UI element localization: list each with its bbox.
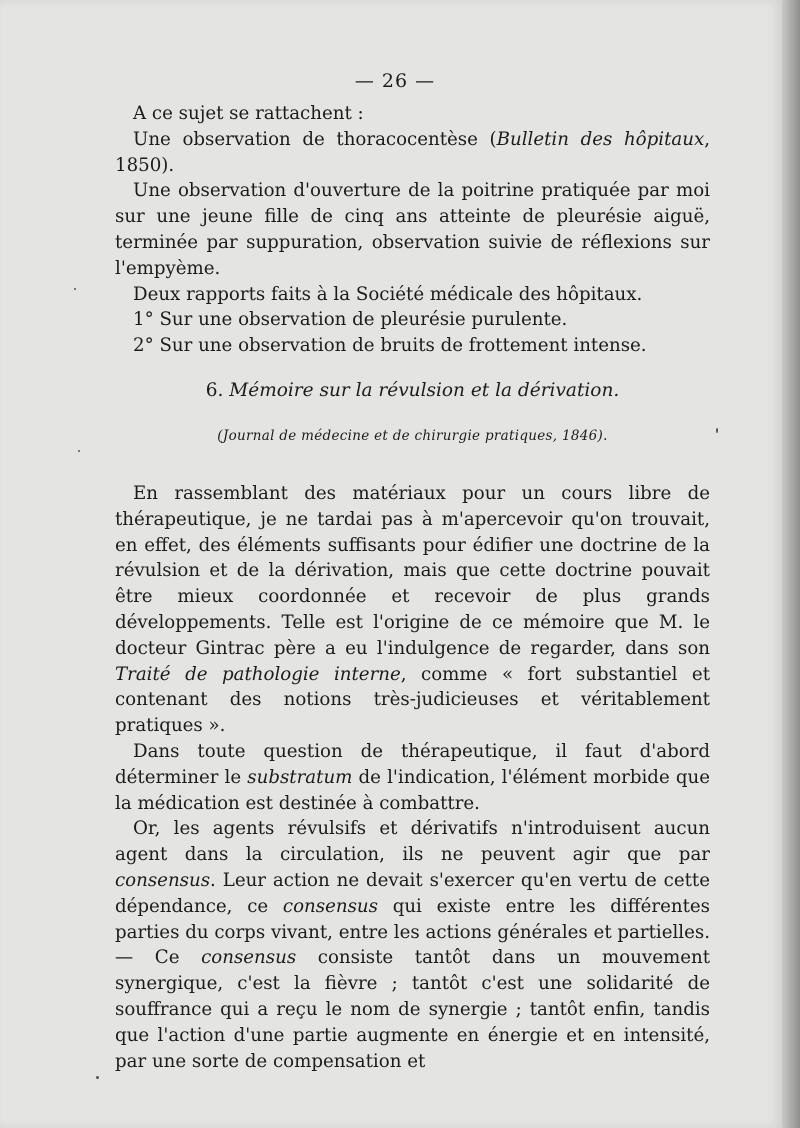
scan-edge	[782, 0, 800, 1128]
intro-item-thoracocentese	[115, 127, 710, 179]
page-number: — 26 —	[354, 70, 436, 92]
section-number: 6.	[205, 380, 224, 401]
body-paragraph-2	[115, 739, 710, 816]
intro-item-rapport-1: 1° Sur une observation de pleurésie purulente.	[133, 309, 568, 331]
body-p3-c: qui existe entre les différentes parties du corps vivant, entre les actions générales et partielles. — Ce	[115, 895, 710, 969]
intro-item-ouverture: Une observation d'ouverture de la poitrine pratiquée par moi sur une jeune fille de cinq ans atteinte de pleurésie aiguë, terminée par suppuration, observation suivie de réflexions sur l'empyème.	[115, 180, 710, 279]
body-p3-b: . Leur action ne devait s'exercer qu'en vertu de cette dépendance, ce	[115, 869, 710, 917]
intro-item-rapports: Deux rapports faits à la Société médicale des hôpitaux.	[133, 283, 643, 305]
body-p3-italic-1: consensus	[115, 869, 211, 891]
body-block	[115, 481, 710, 1074]
body-p3-italic-3: consensus	[201, 947, 297, 969]
section-title: Mémoire sur la révulsion et la dérivation.	[229, 380, 620, 401]
intro-item1-prefix: Une observation de thoracocentèse (	[133, 128, 497, 150]
body-paragraph-3	[115, 816, 710, 1074]
body-p2-b: de l'indication, l'élément morbide que la médication est destinée à combattre.	[115, 766, 710, 814]
section-source: (Journal de médecine et de chirurgie pratiques, 1846).	[217, 428, 608, 444]
body-p3-d: consiste tantôt dans un mouvement synergique, c'est la fièvre ; tantôt c'est une solidarité de souffrance qui a reçu le nom de synergie ; tantôt enfin, tandis que l'action d'une partie augmente en énergie et en intensité, par une sorte de compensation et	[115, 947, 711, 1072]
paper-speck	[96, 1076, 99, 1079]
section-heading	[115, 380, 710, 401]
body-p1-a: En rassemblant des matériaux pour un cours libre de thérapeutique, je ne tardai pas à m'apercevoir qu'on trouvait, en effet, des éléments suffisants pour édifier une doctrine de la révulsion et de la dérivation, mais que cette doctrine pouvait être mieux coordonnée et recevoir de plus grands développements. Telle est l'origine de ce mémoire que M. le docteur Gintrac père a eu l'indulgence de regarder, dans son	[115, 483, 710, 659]
intro-lead: A ce sujet se rattachent :	[133, 103, 364, 124]
body-p1-b: , comme « fort substantiel et contenant des notions très-judicieuses et véritablement pratiques ».	[115, 663, 710, 737]
intro-item1-suffix: , 1850).	[115, 128, 710, 176]
body-p3-a: Or, les agents révulsifs et dérivatifs n'introduisent aucun agent dans la circulation, ils ne peuvent agir que par	[115, 818, 710, 866]
intro-item-rapport-2: 2° Sur une observation de bruits de frottement intense.	[133, 335, 647, 357]
body-p2-italic: substratum	[247, 766, 353, 788]
intro-block	[115, 101, 710, 359]
body-p1-italic: Traité de pathologie interne	[115, 663, 401, 685]
paper-speck	[716, 428, 718, 433]
body-p3-italic-2: consensus	[282, 895, 378, 917]
body-paragraph-1	[115, 481, 710, 739]
intro-item1-journal: Bulletin des hôpitaux	[496, 128, 705, 150]
paper-speck	[78, 450, 80, 452]
body-p2-a: Dans toute question de thérapeutique, il faut d'abord déterminer le	[115, 740, 710, 788]
paper-speck	[74, 288, 76, 290]
